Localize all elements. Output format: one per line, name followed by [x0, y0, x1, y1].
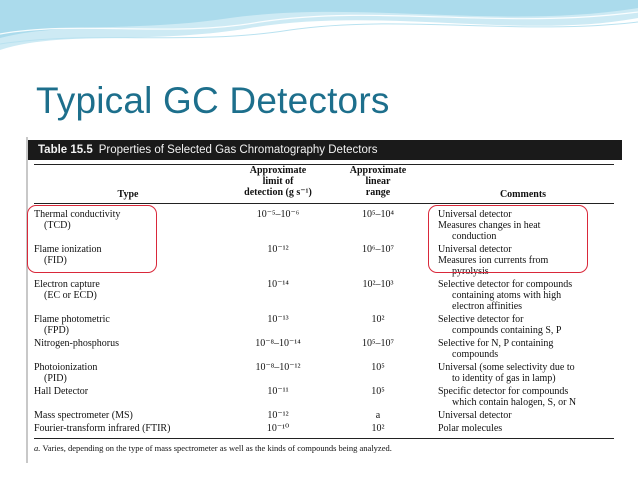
header-limit-of-detection: Approximate limit of detection (g s⁻¹)	[244, 165, 312, 198]
slide-title: Typical GC Detectors	[36, 80, 390, 121]
comment-continuation: conduction	[452, 231, 497, 242]
detector-abbreviation: (TCD)	[44, 220, 71, 231]
table-number: Table 15.5	[38, 144, 93, 156]
row-type	[34, 314, 110, 336]
row-linear-range: 10⁵	[371, 362, 385, 373]
comment-continuation: containing atoms with high	[452, 290, 562, 301]
header-wave-decoration	[0, 0, 638, 70]
header-linear-range: Approximate linear range	[349, 165, 407, 198]
detector-name: Thermal conductivity	[34, 209, 121, 220]
comment-text: Universal (some selectivity due to	[438, 362, 575, 373]
row-linear-range: 10²	[371, 314, 385, 325]
row-type	[34, 279, 100, 301]
comment-continuation: pyrolysis	[452, 266, 489, 277]
detector-name: Electron capture	[34, 279, 100, 290]
table-caption-text: Properties of Selected Gas Chromatography Detectors	[98, 144, 378, 156]
highlight-box-comments	[428, 205, 588, 273]
row-comment	[438, 314, 561, 336]
row-linear-range: a	[375, 410, 381, 421]
row-limit-of-detection: 10⁻⁸–10⁻¹²	[255, 362, 301, 373]
row-linear-range: 10⁵–10⁴	[362, 209, 394, 220]
row-limit-of-detection: 10⁻⁸–10⁻¹⁴	[255, 338, 301, 349]
comment-text: Universal detector	[438, 410, 512, 421]
detector-name: Photoionization	[34, 362, 98, 373]
comment-continuation: compounds	[452, 349, 499, 360]
detector-name: Flame photometric	[34, 314, 110, 325]
row-limit-of-detection: 10⁻¹³	[267, 314, 289, 325]
row-comment	[438, 362, 575, 384]
header-comments: Comments	[499, 189, 547, 200]
table-caption	[28, 140, 622, 160]
row-limit-of-detection: 10⁻¹⁰	[266, 423, 290, 434]
comment-continuation: compounds containing S, P	[452, 325, 562, 336]
row-linear-range: 10²–10³	[362, 279, 394, 290]
comment-continuation: which contain halogen, S, or N	[452, 397, 577, 408]
row-comment	[438, 423, 502, 434]
row-comment	[438, 338, 553, 360]
row-type	[34, 410, 133, 421]
detector-abbreviation: (EC or ECD)	[44, 290, 97, 301]
comment-continuation: Measures changes in heat	[438, 220, 541, 231]
header-type: Type	[117, 189, 139, 200]
detector-abbreviation: (FPD)	[44, 325, 70, 336]
detector-name: Mass spectrometer (MS)	[34, 410, 133, 421]
bottom-rule	[34, 438, 614, 439]
row-type	[34, 423, 170, 434]
detector-abbreviation: (FID)	[44, 255, 67, 266]
row-limit-of-detection: 10⁻¹⁴	[267, 279, 289, 290]
row-linear-range: 10⁵	[371, 386, 385, 397]
highlight-box-types	[27, 205, 157, 273]
row-limit-of-detection: 10⁻¹²	[267, 410, 289, 421]
row-comment	[438, 410, 512, 421]
row-limit-of-detection: 10⁻⁵–10⁻⁶	[256, 209, 300, 220]
row-type	[34, 386, 88, 397]
row-comment	[438, 279, 572, 312]
detector-properties-table	[26, 137, 620, 463]
row-type	[34, 338, 119, 349]
comment-text: Universal detector	[438, 244, 512, 255]
comment-continuation: Measures ion currents from	[438, 255, 549, 266]
header-rule	[34, 203, 614, 204]
comment-text: Selective for N, P containing	[438, 338, 554, 349]
table-footnote: a. Varies, depending on the type of mass spectrometer as well as the kinds of compounds being analyzed.	[34, 443, 392, 453]
comment-continuation: electron affinities	[452, 301, 523, 312]
row-type	[34, 362, 97, 384]
row-linear-range: 10²	[371, 423, 385, 434]
row-linear-range: 10⁶–10⁷	[362, 244, 394, 255]
comment-text: Selective detector for compounds	[438, 279, 573, 290]
comment-continuation: to identity of gas in lamp)	[452, 373, 556, 384]
row-linear-range: 10⁵–10⁷	[362, 338, 394, 349]
detector-name: Hall Detector	[34, 386, 89, 397]
row-limit-of-detection: 10⁻¹¹	[267, 386, 289, 397]
detector-abbreviation: (PID)	[44, 373, 67, 384]
comment-text: Specific detector for compounds	[438, 386, 569, 397]
comment-text: Selective detector for	[438, 314, 524, 325]
comment-text: Universal detector	[438, 209, 512, 220]
comment-text: Polar molecules	[438, 423, 503, 434]
detector-name: Fourier-transform infrared (FTIR)	[34, 423, 171, 434]
detector-name: Flame ionization	[34, 244, 102, 255]
row-limit-of-detection: 10⁻¹²	[267, 244, 289, 255]
detector-name: Nitrogen-phosphorus	[34, 338, 119, 349]
row-comment	[438, 386, 576, 408]
